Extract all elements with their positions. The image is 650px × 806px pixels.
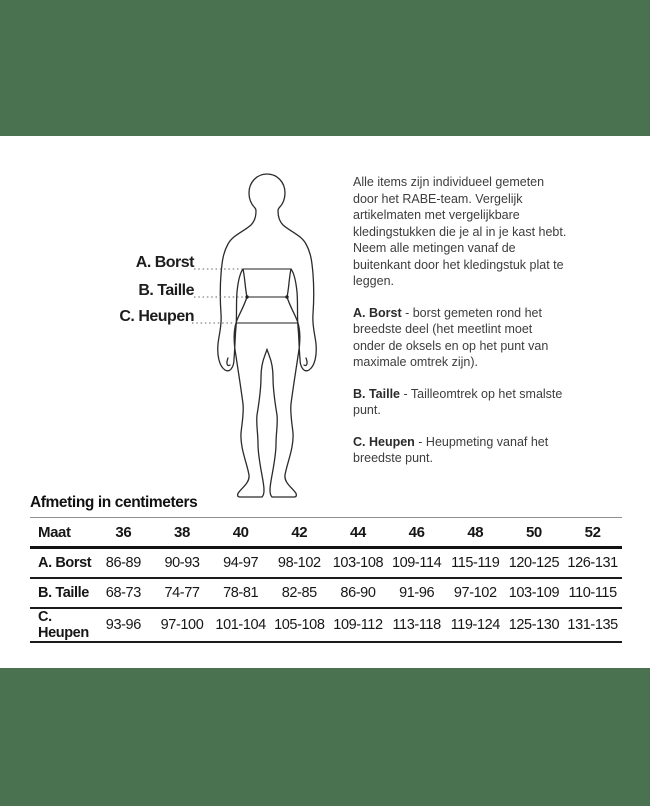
row-label: C. Heupen: [30, 608, 94, 642]
figure-label-taille: B. Taille: [138, 282, 194, 299]
size-table-header-row: [30, 518, 622, 548]
size-cell: 78-81: [211, 578, 270, 608]
figure-label-heupen: C. Heupen: [119, 308, 194, 325]
size-cell: 109-112: [329, 608, 388, 642]
body-silhouette: [218, 174, 316, 497]
col-header-size: 52: [563, 518, 622, 548]
size-cell: 68-73: [94, 578, 153, 608]
definition-desc: - borst gemeten rond het breedste deel (het meetlint moet onder de oksels en op het punt van maximale omtrek zijn).: [353, 305, 549, 369]
table-row-heupen: [30, 608, 622, 642]
right-hand-curl: [304, 358, 307, 366]
size-cell: 101-104: [211, 608, 270, 642]
size-cell: 120-125: [505, 548, 564, 579]
left-hand-curl: [227, 358, 230, 366]
size-cell: 113-118: [387, 608, 446, 642]
col-header-size: 42: [270, 518, 329, 548]
col-header-size: 44: [329, 518, 388, 548]
size-cell: 82-85: [270, 578, 329, 608]
col-header-size: 38: [153, 518, 212, 548]
size-cell: 98-102: [270, 548, 329, 579]
definition-heupen: [353, 434, 567, 467]
size-cell: 86-90: [329, 578, 388, 608]
col-header-maat: Maat: [30, 518, 94, 548]
measuring-instructions: [353, 174, 567, 482]
size-table-title: Afmeting in centimeters: [30, 494, 198, 511]
size-cell: 125-130: [505, 608, 564, 642]
size-cell: 86-89: [94, 548, 153, 579]
size-cell: 94-97: [211, 548, 270, 579]
size-cell: 90-93: [153, 548, 212, 579]
table-row-taille: [30, 578, 622, 608]
col-header-size: 36: [94, 518, 153, 548]
size-cell: 97-100: [153, 608, 212, 642]
body-measurement-diagram: [130, 163, 350, 503]
size-table: [30, 517, 622, 643]
size-cell: 103-109: [505, 578, 564, 608]
size-cell: 103-108: [329, 548, 388, 579]
top-banner: [0, 0, 650, 136]
definition-desc: - Tailleomtrek op het smalste punt.: [353, 386, 563, 417]
size-cell: 131-135: [563, 608, 622, 642]
row-label: B. Taille: [30, 578, 94, 608]
size-cell: 91-96: [387, 578, 446, 608]
size-cell: 93-96: [94, 608, 153, 642]
definition-term: A. Borst: [353, 305, 402, 320]
waist-line-endpoint: [285, 295, 288, 298]
definition-term: C. Heupen: [353, 434, 415, 449]
size-cell: 105-108: [270, 608, 329, 642]
size-cell: 119-124: [446, 608, 505, 642]
row-label: A. Borst: [30, 548, 94, 579]
size-cell: 115-119: [446, 548, 505, 579]
col-header-size: 46: [387, 518, 446, 548]
size-cell: 97-102: [446, 578, 505, 608]
size-cell: 109-114: [387, 548, 446, 579]
figure-label-borst: A. Borst: [135, 254, 194, 271]
col-header-size: 40: [211, 518, 270, 548]
definition-term: B. Taille: [353, 386, 401, 401]
definition-desc: - Heupmeting vanaf het breedste punt.: [353, 434, 549, 465]
size-cell: 126-131: [563, 548, 622, 579]
size-cell: 74-77: [153, 578, 212, 608]
definition-borst: [353, 305, 567, 371]
intro-paragraph: Alle items zijn individueel gemeten door het RABE-team. Vergelijk artikelmaten met vergelijkbare kledingstukken die je al in je kast hebt. Neem alle metingen vanaf de buitenkant door het kledingstuk plat te leggen.: [353, 175, 567, 288]
col-header-size: 48: [446, 518, 505, 548]
definition-taille: [353, 386, 567, 419]
bottom-banner: [0, 668, 650, 806]
table-row-borst: [30, 548, 622, 579]
col-header-size: 50: [505, 518, 564, 548]
size-cell: 110-115: [563, 578, 622, 608]
